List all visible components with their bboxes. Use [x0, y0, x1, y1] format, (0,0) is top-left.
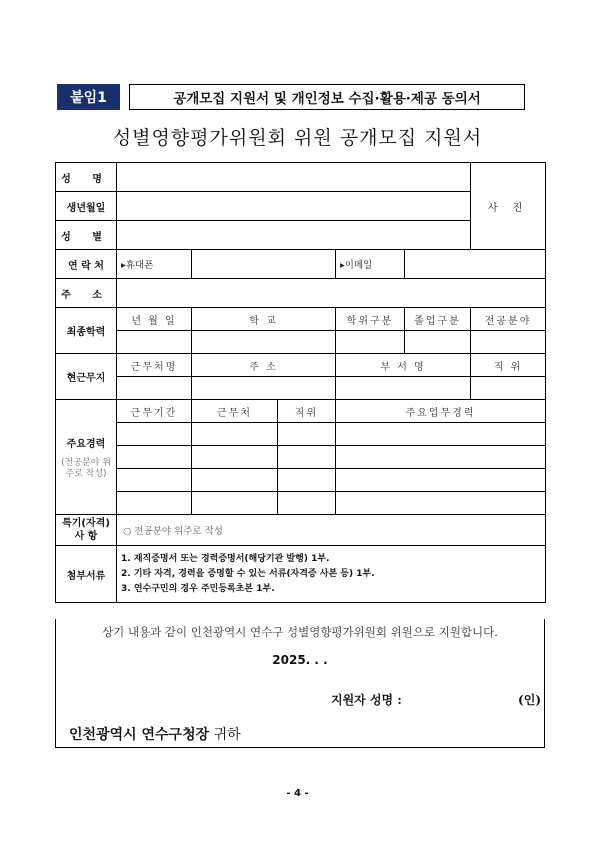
edu-date-field[interactable]: [117, 331, 192, 354]
declaration-text: 상기 내용과 같이 인천광역시 연수구 성별영향평가위원회 위원으로 지원합니다.: [102, 625, 498, 639]
career-duties-field[interactable]: [336, 469, 546, 492]
edu-col-school: 학 교: [192, 308, 336, 331]
career-col-position: 직위: [278, 400, 336, 423]
career-period-field[interactable]: [117, 492, 192, 515]
birth-label: 생년월일: [56, 192, 117, 221]
name-label: 성 명: [56, 163, 117, 192]
attachment-header: [57, 84, 525, 110]
attach-item: 1. 재직증명서 또는 경력증명서(해당기관 발행) 1부.: [121, 553, 330, 564]
photo-box[interactable]: 사 진: [471, 163, 546, 250]
application-form: [55, 162, 546, 603]
declaration-box: [55, 619, 545, 748]
attach-item: 2. 기타 자격, 경력을 증명할 수 있는 서류(자격증 사본 등) 1부.: [121, 568, 375, 579]
edu-graduation-field[interactable]: [405, 331, 471, 354]
work-col-name: 근무처명: [117, 354, 192, 377]
mobile-field[interactable]: [192, 250, 336, 279]
gender-label: 성 별: [56, 221, 117, 250]
career-period-field[interactable]: [117, 469, 192, 492]
career-col-company: 근무처: [192, 400, 278, 423]
attachment-title: 공개모집 지원서 및 개인정보 수집·활용·제공 동의서: [129, 84, 525, 110]
attach-item: 3. 연수구민의 경우 주민등록초본 1부.: [121, 583, 275, 594]
date-field[interactable]: 2025. . .: [272, 653, 328, 667]
career-duties-field[interactable]: [336, 446, 546, 469]
email-label: ▸이메일: [336, 250, 405, 279]
attach-list: [117, 546, 546, 603]
email-field[interactable]: [405, 250, 546, 279]
attachment-tag: 붙임1: [57, 84, 120, 110]
edu-degree-field[interactable]: [336, 331, 405, 354]
page-title: 성별영향평가위원회 위원 공개모집 지원서: [112, 127, 483, 149]
edu-col-date: 년 월 일: [117, 308, 192, 331]
career-col-period: 근무기간: [117, 400, 192, 423]
career-position-field[interactable]: [278, 469, 336, 492]
work-dept-field[interactable]: [336, 377, 471, 400]
signature-label: 지원자 성명 :: [331, 693, 402, 707]
career-duties-field[interactable]: [336, 423, 546, 446]
mobile-label: ▸휴대폰: [117, 250, 192, 279]
seal-mark: (인): [518, 693, 541, 707]
work-address-field[interactable]: [192, 377, 336, 400]
career-period-field[interactable]: [117, 446, 192, 469]
work-position-field[interactable]: [471, 377, 546, 400]
edu-school-field[interactable]: [192, 331, 336, 354]
career-col-duties: 주요업무경력: [336, 400, 546, 423]
address-label: 주 소: [56, 279, 117, 308]
career-duties-field[interactable]: [336, 492, 546, 515]
edu-major-field[interactable]: [471, 331, 546, 354]
birth-field[interactable]: [117, 192, 471, 221]
address-field[interactable]: [117, 279, 546, 308]
work-col-position: 직 위: [471, 354, 546, 377]
edu-col-degree: 학위구분: [336, 308, 405, 331]
page-number: - 4 -: [286, 788, 309, 799]
career-label: 주요경력 (전공분야 위주로 작성): [56, 400, 117, 515]
career-company-field[interactable]: [192, 492, 278, 515]
work-col-address: 주 소: [192, 354, 336, 377]
career-company-field[interactable]: [192, 446, 278, 469]
career-position-field[interactable]: [278, 446, 336, 469]
career-position-field[interactable]: [278, 423, 336, 446]
contact-label: 연 락 처: [56, 250, 117, 279]
edu-col-graduation: 졸업구분: [405, 308, 471, 331]
recipient: 인천광역시 연수구청장 귀하: [69, 727, 241, 743]
career-position-field[interactable]: [278, 492, 336, 515]
education-label: 최종학력: [56, 308, 117, 354]
career-company-field[interactable]: [192, 469, 278, 492]
special-field[interactable]: ○ 전공분야 위주로 작성: [117, 515, 546, 546]
edu-col-major: 전공분야: [471, 308, 546, 331]
career-period-field[interactable]: [117, 423, 192, 446]
work-col-dept: 부 서 명: [336, 354, 471, 377]
career-company-field[interactable]: [192, 423, 278, 446]
work-name-field[interactable]: [117, 377, 192, 400]
work-label: 현근무지: [56, 354, 117, 400]
attach-label: 첨부서류: [56, 546, 117, 603]
career-note: (전공분야 위주로 작성): [61, 457, 111, 479]
name-field[interactable]: [117, 163, 471, 192]
special-label: 특기(자격) 사 항: [56, 515, 117, 546]
gender-field[interactable]: [117, 221, 471, 250]
